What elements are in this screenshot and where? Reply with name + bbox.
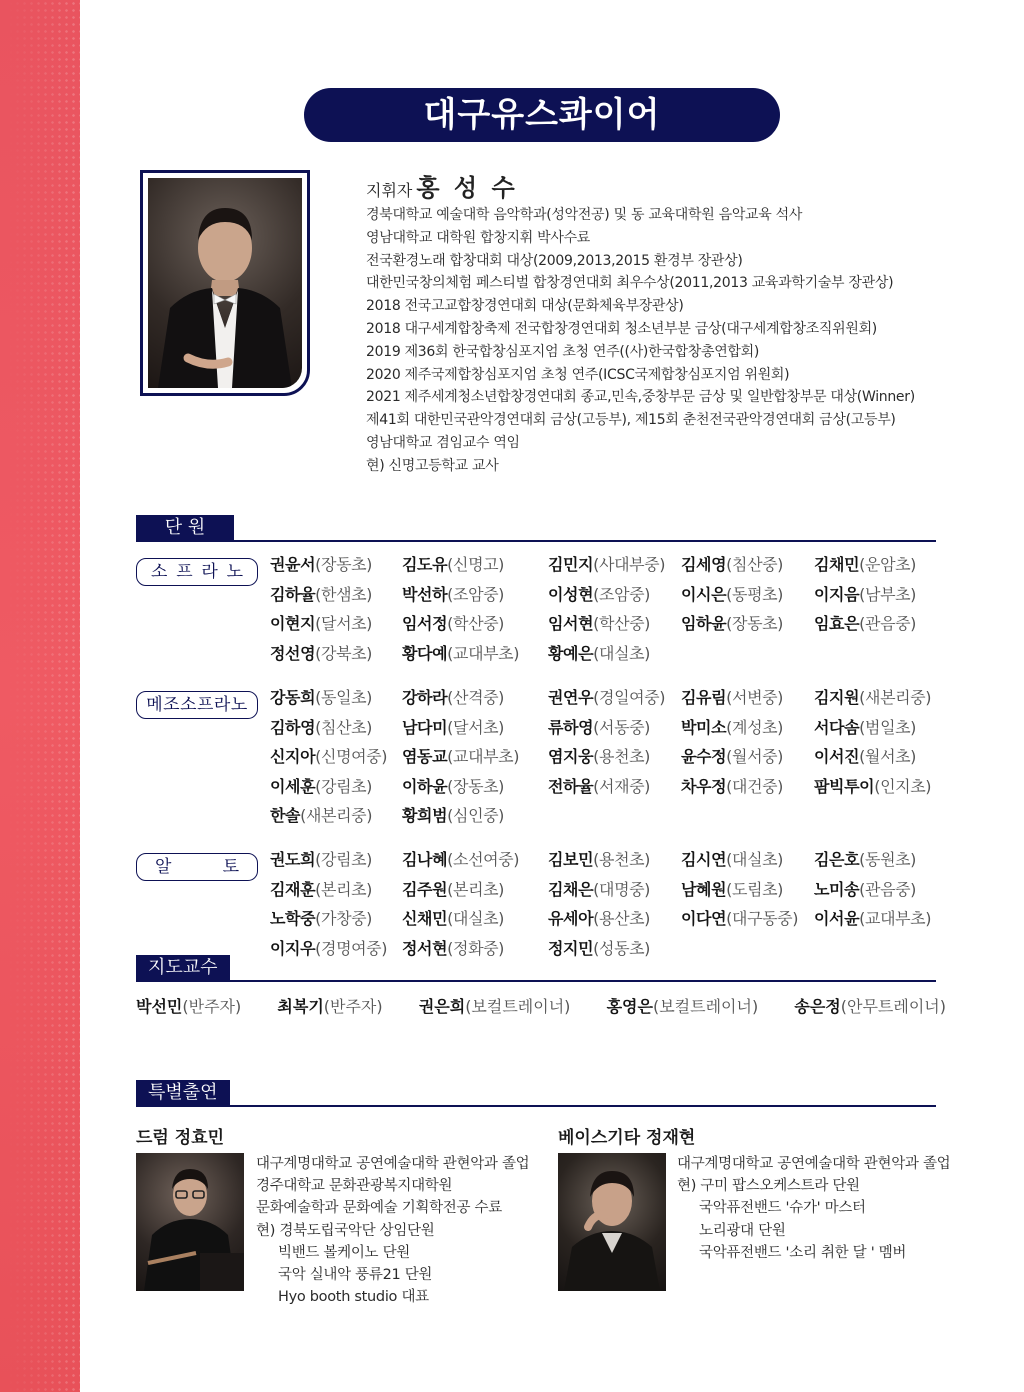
member-entry (814, 845, 950, 875)
member-school: (한샘초) (315, 584, 373, 604)
guest-bio-line: 국악퓨전밴드 '소리 취한 달 ' 멤버 (699, 1244, 907, 1261)
member-entry (548, 580, 681, 610)
guest-bio-line: 국악 실내악 풍류21 단원 (278, 1266, 433, 1283)
member-entry (814, 772, 950, 802)
member-name: 김지원 (814, 688, 860, 707)
member-entry (402, 550, 548, 580)
member-grid-soprano (270, 550, 950, 668)
member-entry (681, 875, 814, 905)
member-name: 차우정 (681, 776, 727, 796)
member-school: (용천초) (593, 850, 651, 869)
drummer-portrait-icon (136, 1153, 244, 1291)
member-school: (대건중) (726, 776, 784, 796)
member-name: 임서정 (402, 614, 448, 634)
member-entry (402, 639, 548, 669)
member-school: (조암중) (447, 584, 505, 604)
member-school: (용천초) (593, 747, 651, 767)
member-entry (681, 609, 814, 639)
member-entry (681, 580, 814, 610)
member-school: (강림초) (315, 776, 373, 796)
member-name: 이지음 (814, 584, 860, 604)
bio-line: 영남대학교 대학원 합창지휘 박사수료 (366, 229, 591, 246)
member-entry (814, 683, 950, 713)
member-name: 김채은 (548, 879, 594, 899)
member-entry (402, 875, 548, 905)
member-name: 한솔 (270, 806, 301, 826)
member-school: (조암중) (593, 584, 651, 604)
bio-line: 경북대학교 예술대학 음악학과(성악전공) 및 동 교육대학원 음악교육 석사 (366, 207, 803, 223)
member-name: 김민지 (548, 555, 594, 574)
member-name: 유세아 (548, 909, 594, 929)
member-school: (새본리중) (300, 806, 373, 826)
guest-bio-bass (677, 1153, 950, 1264)
member-school: (대구동중) (726, 909, 799, 929)
member-name: 염동교 (402, 747, 448, 767)
member-name: 김하율 (270, 584, 316, 604)
guest-bio-line: 문화예술학과 문화예술 기획학전공 수료 (256, 1200, 502, 1217)
member-school: (관음중) (859, 879, 917, 899)
guest-title-bass: 베이스기타 정재현 (558, 1128, 696, 1148)
member-name: 이서진 (814, 747, 860, 767)
member-name: 이다연 (681, 909, 727, 929)
member-entry (270, 742, 402, 772)
member-entry (548, 609, 681, 639)
member-entry (270, 639, 402, 669)
member-name: 권윤서 (270, 555, 316, 574)
member-name: 정서현 (402, 938, 448, 958)
member-school: (새본리중) (859, 688, 932, 707)
member-school: (달서초) (315, 614, 373, 634)
advisor-role: (반주자) (323, 997, 383, 1016)
member-name: 서다솜 (814, 717, 860, 737)
member-entry (548, 875, 681, 905)
member-name: 김하영 (270, 717, 316, 737)
member-entry (270, 875, 402, 905)
member-school: (대실초) (726, 850, 784, 869)
advisor-entry (607, 994, 759, 1017)
member-school: (월서중) (726, 747, 784, 767)
guest-bio-line: 현) 경북도립국악단 상임단원 (256, 1222, 435, 1239)
member-school: (인지초) (874, 776, 932, 796)
bio-line: 대한민국창의체험 페스티벌 합창경연대회 최우수상(2011,2013 교육과학기술부 장관상) (366, 275, 894, 292)
member-school: (서동중) (593, 717, 651, 737)
member-school: (동일초) (315, 688, 373, 707)
member-school: (학산중) (447, 614, 505, 634)
member-name: 김보민 (548, 850, 594, 869)
member-school: (교대부초) (859, 909, 932, 929)
section-label-advisors: 지도교수 (136, 955, 230, 981)
member-entry (814, 550, 950, 580)
member-grid-mezzo (270, 683, 950, 831)
advisor-entry (794, 994, 946, 1017)
member-entry (270, 683, 402, 713)
advisor-role: (보컬트레이너) (465, 997, 571, 1016)
member-entry (402, 742, 548, 772)
conductor-portrait-icon (148, 178, 302, 388)
advisor-list (136, 994, 946, 1017)
member-school: (소선여중) (447, 850, 520, 869)
guest-bio-line: 현) 구미 팝스오케스트라 단원 (677, 1178, 860, 1195)
member-school: (침산초) (315, 717, 373, 737)
member-name: 임효은 (814, 614, 860, 634)
member-school: (경명여중) (315, 938, 388, 958)
member-name: 권연우 (548, 688, 594, 707)
conductor-role: 지휘자 (366, 181, 413, 200)
member-school: (운암초) (859, 555, 917, 574)
advisor-entry (419, 994, 571, 1017)
member-entry (270, 550, 402, 580)
member-school: (장동초) (726, 614, 784, 634)
section-label-special: 특별출연 (136, 1080, 230, 1106)
member-name: 김나혜 (402, 850, 448, 869)
member-school: (강림초) (315, 850, 373, 869)
member-name: 이서윤 (814, 909, 860, 929)
member-name: 황다예 (402, 643, 448, 663)
section-divider (136, 540, 936, 542)
member-entry (681, 742, 814, 772)
member-entry (270, 801, 402, 831)
section-divider (136, 980, 936, 982)
member-school: (신명고) (447, 555, 505, 574)
member-name: 강하라 (402, 688, 448, 707)
member-name: 정지민 (548, 938, 594, 958)
guest-bio-line: Hyo booth studio 대표 (278, 1289, 429, 1306)
member-entry (548, 713, 681, 743)
advisor-name: 홍영은 (606, 997, 653, 1016)
member-entry (814, 904, 950, 934)
guest-bio-line: 국악퓨전밴드 '슈가' 마스터 (699, 1200, 866, 1217)
bio-line: 2019 제36회 한국합창심포지엄 초청 연주((사)한국합창총연합회) (366, 343, 760, 360)
member-entry (548, 845, 681, 875)
member-entry (402, 845, 548, 875)
member-school: (신명여중) (315, 747, 388, 767)
member-entry (548, 772, 681, 802)
member-entry (681, 904, 814, 934)
member-name: 임서현 (548, 614, 594, 634)
member-name: 김은호 (814, 850, 860, 869)
member-school: (본리초) (447, 879, 505, 899)
member-name: 윤수정 (681, 747, 727, 767)
member-name: 김시연 (681, 850, 727, 869)
member-entry (814, 713, 950, 743)
member-entry (548, 742, 681, 772)
bio-line: 2018 대구세계합창축제 전국합창경연대회 청소년부분 금상(대구세계합창조직위원회) (366, 320, 877, 337)
bio-line: 현) 신명고등학교 교사 (366, 457, 499, 474)
part-label-mezzo: 메조소프라노 (136, 691, 258, 719)
guest-photo-bass (558, 1153, 666, 1291)
member-name: 노학중 (270, 909, 316, 929)
member-school: (대명중) (593, 879, 651, 899)
member-name: 박미소 (681, 717, 727, 737)
member-name: 류하영 (548, 717, 594, 737)
part-label-text: 소 프 라 노 (151, 562, 243, 582)
member-entry (402, 801, 548, 831)
member-school: (심인중) (447, 806, 505, 826)
member-school: (침산중) (726, 555, 784, 574)
advisor-name: 송은정 (794, 997, 841, 1016)
member-name: 권도희 (270, 850, 316, 869)
member-school: (도림초) (726, 879, 784, 899)
member-school: (장동초) (315, 555, 373, 574)
bassist-portrait-icon (558, 1153, 666, 1291)
member-school: (동평초) (726, 584, 784, 604)
member-name: 이성현 (548, 584, 594, 604)
member-entry (402, 904, 548, 934)
member-entry (270, 772, 402, 802)
guest-title-drum: 드럼 정효민 (136, 1128, 225, 1148)
member-grid-alto (270, 845, 950, 963)
member-school: (범일초) (859, 717, 917, 737)
member-school: (용산초) (593, 909, 651, 929)
member-name: 황희범 (402, 806, 448, 826)
member-school: (서재중) (593, 776, 651, 796)
member-name: 염지웅 (548, 747, 594, 767)
member-entry (270, 934, 402, 964)
member-entry (402, 609, 548, 639)
member-entry (402, 772, 548, 802)
member-school: (성동초) (593, 938, 651, 958)
guest-photo-drum (136, 1153, 244, 1291)
member-school: (장동초) (447, 776, 505, 796)
member-school: (달서초) (447, 717, 505, 737)
member-entry (548, 639, 681, 669)
page-title: 대구유스콰이어 (304, 88, 780, 142)
member-school: (대실초) (593, 643, 651, 663)
member-school: (월서초) (859, 747, 917, 767)
member-school: (대실초) (447, 909, 505, 929)
part-label-soprano (136, 558, 258, 586)
conductor-bio (366, 204, 915, 478)
member-entry (402, 713, 548, 743)
member-name: 이시은 (681, 584, 727, 604)
member-name: 신지아 (270, 747, 316, 767)
conductor-photo (140, 170, 310, 396)
part-label-text: 알 토 (155, 857, 239, 877)
member-school: (사대부중) (593, 555, 666, 574)
member-entry (681, 713, 814, 743)
member-name: 남다미 (402, 717, 448, 737)
guest-bio-drum (256, 1153, 529, 1308)
member-entry (814, 875, 950, 905)
member-name: 김세영 (681, 555, 727, 574)
member-name: 이지우 (270, 938, 316, 958)
member-entry (681, 845, 814, 875)
member-school: (가창중) (315, 909, 373, 929)
member-name: 남혜원 (681, 879, 727, 899)
member-entry (681, 683, 814, 713)
advisor-name: 박선민 (136, 997, 183, 1016)
member-entry (548, 550, 681, 580)
member-school: (남부초) (859, 584, 917, 604)
conductor-name: 홍 성 수 (416, 174, 518, 202)
bio-line: 2021 제주세계청소년합창경연대회 종교,민속,중창부문 금상 및 일반합창부문 대상(Winner) (366, 389, 915, 406)
member-name: 박선하 (402, 584, 448, 604)
member-name: 팜빅투이 (814, 776, 875, 796)
member-entry (548, 934, 681, 964)
advisor-role: (안무트레이너) (840, 997, 946, 1016)
member-name: 이세훈 (270, 776, 316, 796)
member-entry (270, 845, 402, 875)
member-name: 김도유 (402, 555, 448, 574)
member-name: 황예은 (548, 643, 594, 663)
guest-bio-line: 빅밴드 볼케이노 단원 (278, 1244, 410, 1261)
guest-bio-line: 대구계명대학교 공연예술대학 관현악과 졸업 (256, 1156, 530, 1172)
member-entry (814, 580, 950, 610)
member-entry (681, 772, 814, 802)
decorative-side-strip (0, 0, 80, 1392)
member-name: 김재훈 (270, 879, 316, 899)
member-entry (270, 580, 402, 610)
member-school: (본리초) (315, 879, 373, 899)
member-school: (정화중) (447, 938, 505, 958)
member-entry (548, 683, 681, 713)
bio-line: 영남대학교 겸임교수 역임 (366, 434, 520, 451)
bio-line: 제41회 대한민국관악경연대회 금상(고등부), 제15회 춘천전국관악경연대회 금상(고등부) (366, 412, 896, 429)
member-school: (계성초) (726, 717, 784, 737)
member-school: (강북초) (315, 643, 373, 663)
member-name: 김주원 (402, 879, 448, 899)
member-entry (270, 713, 402, 743)
conductor-heading (366, 168, 518, 203)
member-entry (548, 904, 681, 934)
section-label-members: 단 원 (136, 515, 234, 541)
member-school: (학산중) (593, 614, 651, 634)
advisor-role: (보컬트레이너) (652, 997, 759, 1016)
guest-bio-line: 대구계명대학교 공연예술대학 관현악과 졸업 (677, 1156, 951, 1172)
member-school: (관음중) (859, 614, 917, 634)
member-school: (교대부초) (447, 643, 520, 663)
member-school: (동원초) (859, 850, 917, 869)
advisor-name: 최복기 (277, 997, 324, 1016)
member-school: (경일여중) (593, 688, 666, 707)
member-school: (교대부초) (447, 747, 520, 767)
part-label-alto (136, 853, 258, 881)
member-entry (814, 742, 950, 772)
member-entry (270, 609, 402, 639)
advisor-role: (반주자) (182, 997, 242, 1016)
bio-line: 2020 제주국제합창심포지엄 초청 연주(ICSC국제합창심포지엄 위원회) (366, 366, 790, 383)
member-school: (서변중) (726, 688, 784, 707)
bio-line: 전국환경노래 합창대회 대상(2009,2013,2015 환경부 장관상) (366, 252, 743, 269)
member-entry (402, 683, 548, 713)
member-name: 김유림 (681, 688, 727, 707)
advisor-name: 권은희 (418, 997, 466, 1016)
member-entry (402, 934, 548, 964)
member-name: 이하윤 (402, 776, 448, 796)
member-school: (산격중) (447, 688, 505, 707)
member-name: 신채민 (402, 909, 448, 929)
guest-bio-line: 경주대학교 문화관광복지대학원 (256, 1178, 453, 1195)
member-name: 강동희 (270, 688, 316, 707)
member-entry (681, 550, 814, 580)
guest-bio-line: 노리광대 단원 (699, 1222, 786, 1239)
member-entry (814, 609, 950, 639)
member-entry (402, 580, 548, 610)
member-entry (270, 904, 402, 934)
member-name: 정선영 (270, 643, 316, 663)
member-name: 임하윤 (681, 614, 727, 634)
member-name: 전하율 (548, 776, 594, 796)
member-name: 이현지 (270, 614, 316, 634)
section-divider (136, 1105, 936, 1107)
member-name: 김채민 (814, 555, 860, 574)
member-name: 노미송 (814, 879, 860, 899)
advisor-entry (136, 994, 241, 1017)
advisor-entry (277, 994, 382, 1017)
bio-line: 2018 전국고교합창경연대회 대상(문화체육부장관상) (366, 298, 684, 315)
